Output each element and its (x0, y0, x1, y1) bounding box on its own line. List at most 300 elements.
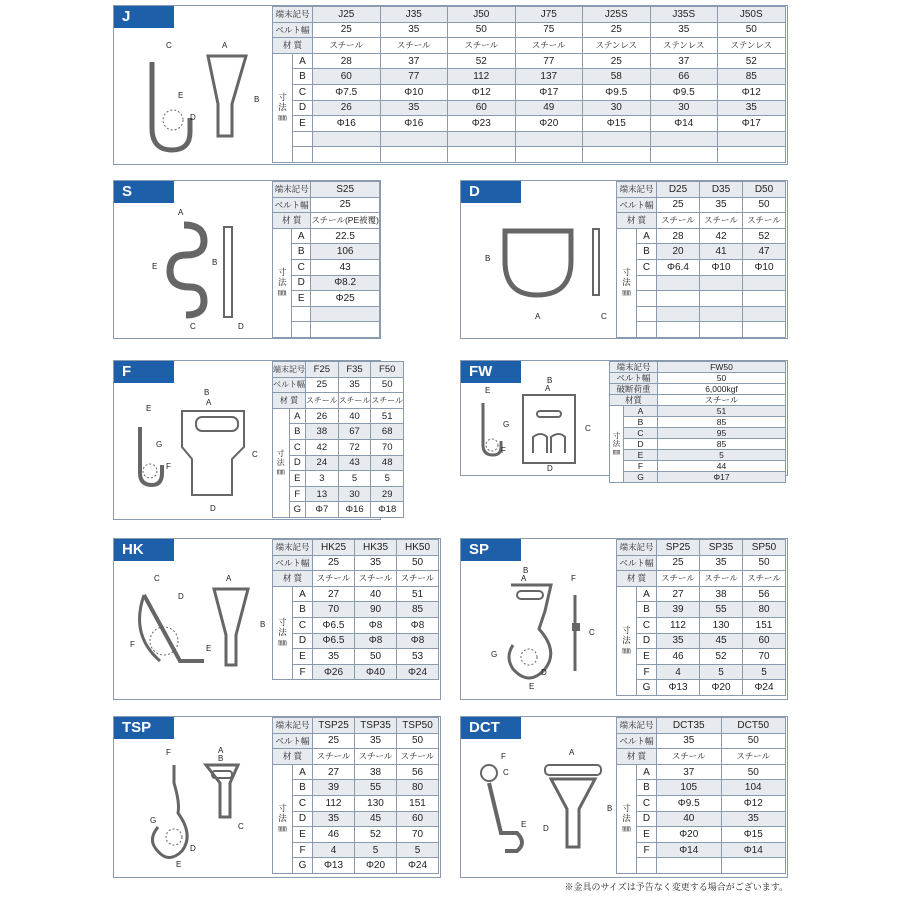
table-cell: 35 (313, 811, 355, 827)
table-row (617, 197, 786, 213)
material-label: 材 質 (617, 571, 657, 587)
table-cell: Φ24 (397, 858, 439, 874)
table-cell: 50 (658, 373, 786, 384)
table-cell: SP25 (657, 540, 700, 556)
table-cell: ステンレス (583, 38, 651, 54)
table-cell: 50 (448, 22, 516, 38)
empty-cell (743, 306, 786, 322)
svg-text:D: D (210, 504, 216, 513)
table-cell: スチール (743, 213, 786, 229)
table-cell: 43 (311, 259, 380, 275)
material-label: 材質 (610, 395, 658, 406)
dimension-label: 寸 法 ㎜ (273, 408, 290, 517)
table-row (610, 461, 786, 472)
table-cell: 26 (313, 100, 381, 116)
table-cell: Φ14 (721, 842, 786, 858)
table-cell: 37 (380, 53, 448, 69)
table-cell: Φ7.5 (313, 84, 381, 100)
svg-text:E: E (152, 262, 158, 271)
code-label: 端末記号 (273, 362, 306, 378)
svg-text:A: A (521, 574, 527, 583)
table-cell: Φ24 (397, 664, 439, 680)
dimension-key: C (289, 439, 305, 455)
table-cell: 5 (700, 664, 743, 680)
dimension-key: A (637, 764, 657, 780)
table-cell: 35 (700, 555, 743, 571)
table-row (617, 680, 786, 696)
svg-text:F: F (501, 446, 506, 455)
empty-cell (637, 322, 657, 338)
hk-hook-diagram (120, 565, 280, 695)
empty-cell (657, 275, 700, 291)
table-cell: 6,000kgf (658, 384, 786, 395)
svg-text:D: D (178, 592, 184, 601)
dimension-key: B (293, 780, 313, 796)
empty-cell (583, 147, 651, 163)
panel-title: DCT (461, 717, 521, 739)
table-cell: 27 (313, 586, 355, 602)
table-row (617, 858, 786, 874)
table-row (273, 633, 439, 649)
table-cell: Φ12 (448, 84, 516, 100)
table-cell: 67 (338, 424, 371, 440)
empty-cell (743, 322, 786, 338)
panel-title: D (461, 181, 521, 203)
empty-cell (313, 147, 381, 163)
table-cell: F50 (371, 362, 404, 378)
dimension-key: B (293, 602, 313, 618)
material-label: 材 質 (617, 213, 657, 229)
table-cell: 42 (306, 439, 339, 455)
table-cell: 35 (657, 633, 700, 649)
table-cell: 60 (743, 633, 786, 649)
table-cell: 25 (657, 555, 700, 571)
svg-text:E: E (485, 386, 491, 395)
table-cell: 66 (650, 69, 718, 85)
table-cell: 5 (743, 664, 786, 680)
table-row (273, 182, 380, 198)
footnote: ※金具のサイズは予告なく変更する場合がございます。 (564, 882, 788, 892)
table-row (273, 811, 439, 827)
table-cell: 70 (743, 649, 786, 665)
empty-cell (700, 322, 743, 338)
dimension-key: B (624, 417, 658, 428)
dimension-key: E (293, 649, 313, 665)
table-cell: 85 (718, 69, 786, 85)
table-cell: 35 (721, 811, 786, 827)
table-cell: 112 (657, 617, 700, 633)
svg-text:E: E (521, 820, 527, 829)
table-cell: Φ8.2 (311, 275, 380, 291)
dimension-key: D (293, 100, 313, 116)
load_label-label: 破断荷重 (610, 384, 658, 395)
empty-cell (311, 322, 380, 338)
table-row (273, 38, 786, 54)
table-cell: スチール (743, 571, 786, 587)
empty-cell (380, 131, 448, 147)
svg-text:C: C (190, 322, 196, 331)
empty-cell (515, 147, 583, 163)
table-cell: スチール (313, 38, 381, 54)
dimension-key: F (293, 842, 313, 858)
table-cell: Φ9.5 (657, 795, 722, 811)
table-cell: Φ8 (355, 617, 397, 633)
dimension-key: B (637, 602, 657, 618)
empty-cell (515, 131, 583, 147)
table-cell: 70 (397, 827, 439, 843)
dct-spec-table (616, 717, 786, 874)
s-hook-diagram (134, 207, 264, 333)
panel-title: F (114, 361, 174, 383)
table-cell: 53 (397, 649, 439, 665)
table-cell: Φ6.4 (657, 259, 700, 275)
table-cell: 85 (397, 602, 439, 618)
table-cell: スチール (657, 213, 700, 229)
table-cell: 70 (371, 439, 404, 455)
code-label: 端末記号 (273, 718, 313, 734)
dimension-key: C (637, 259, 657, 275)
table-cell: J50 (448, 7, 516, 23)
empty-cell (448, 147, 516, 163)
table-cell: Φ12 (721, 795, 786, 811)
table-cell: 151 (397, 795, 439, 811)
table-row (273, 780, 439, 796)
table-cell: スチール (657, 571, 700, 587)
code-label: 端末記号 (273, 540, 313, 556)
table-cell: 35 (380, 100, 448, 116)
svg-text:E: E (206, 644, 212, 653)
table-cell: スチール (700, 571, 743, 587)
table-row (617, 213, 786, 229)
table-cell: TSP25 (313, 718, 355, 734)
material-label: 材 質 (273, 213, 311, 229)
dimension-key: A (293, 53, 313, 69)
table-row (273, 408, 404, 424)
table-cell: 44 (658, 461, 786, 472)
table-row (273, 362, 404, 378)
width-label: ベルト幅 (273, 555, 313, 571)
table-cell: Φ8 (397, 617, 439, 633)
table-cell: 38 (355, 764, 397, 780)
table-cell: スチール (371, 393, 404, 409)
empty-cell (657, 858, 722, 874)
table-cell: 72 (338, 439, 371, 455)
table-cell: 25 (311, 197, 380, 213)
table-cell: Φ6.5 (313, 633, 355, 649)
table-cell: J75 (515, 7, 583, 23)
table-cell: 25 (583, 22, 651, 38)
table-cell: 37 (657, 764, 722, 780)
panel-title: SP (461, 539, 521, 561)
empty-cell (657, 291, 700, 307)
table-cell: 104 (721, 780, 786, 796)
table-row (617, 718, 786, 734)
table-cell: 50 (721, 733, 786, 749)
table-cell: 24 (306, 455, 339, 471)
table-cell: Φ20 (355, 858, 397, 874)
dimension-key: C (293, 84, 313, 100)
svg-text:B: B (260, 620, 266, 629)
table-cell: D25 (657, 182, 700, 198)
table-row (273, 540, 439, 556)
table-cell: 35 (718, 100, 786, 116)
table-cell: 45 (355, 811, 397, 827)
table-cell: 52 (355, 827, 397, 843)
table-cell: 38 (700, 586, 743, 602)
table-row (617, 811, 786, 827)
code-label: 端末記号 (610, 362, 658, 373)
panel-fw (460, 360, 788, 482)
j-hook-diagram (128, 32, 268, 158)
table-row (617, 733, 786, 749)
dimension-label: 寸 法 ㎜ (273, 53, 293, 162)
table-cell: 5 (338, 471, 371, 487)
table-cell: 50 (718, 22, 786, 38)
table-cell: 60 (448, 100, 516, 116)
table-cell: 68 (371, 424, 404, 440)
table-row (617, 228, 786, 244)
tsp-spec-table (272, 717, 439, 874)
table-cell: Φ15 (721, 827, 786, 843)
table-row (273, 827, 439, 843)
svg-text:C: C (252, 450, 258, 459)
table-cell: Φ13 (657, 680, 700, 696)
dimension-key: C (292, 259, 311, 275)
empty-cell (448, 131, 516, 147)
table-cell: ステンレス (650, 38, 718, 54)
table-cell: 50 (397, 555, 439, 571)
table-cell: Φ13 (313, 858, 355, 874)
table-cell: Φ15 (583, 116, 651, 132)
sp-hook-diagram (471, 565, 621, 695)
svg-text:F: F (501, 752, 506, 761)
table-cell: 95 (658, 428, 786, 439)
table-cell: 43 (338, 455, 371, 471)
svg-text:B: B (218, 754, 224, 763)
table-row (273, 749, 439, 765)
table-cell: 50 (397, 733, 439, 749)
table-cell: S25 (311, 182, 380, 198)
dimension-key: A (293, 586, 313, 602)
table-cell: Φ14 (657, 842, 722, 858)
table-cell: 112 (448, 69, 516, 85)
f-hook-diagram (120, 387, 270, 517)
table-row (273, 131, 786, 147)
table-row (273, 22, 786, 38)
table-cell: Φ20 (700, 680, 743, 696)
table-cell: 28 (657, 228, 700, 244)
panel-title: J (114, 6, 174, 28)
panel-title: HK (114, 539, 174, 561)
table-cell: 85 (658, 417, 786, 428)
table-row (273, 455, 404, 471)
empty-cell (721, 858, 786, 874)
table-cell: DCT35 (657, 718, 722, 734)
svg-text:A: A (206, 398, 212, 407)
table-cell: SP50 (743, 540, 786, 556)
table-cell: 42 (700, 228, 743, 244)
table-cell: 35 (338, 377, 371, 393)
table-row (273, 586, 439, 602)
table-cell: 27 (657, 586, 700, 602)
table-cell: 90 (355, 602, 397, 618)
svg-text:D: D (541, 668, 547, 677)
table-cell: TSP35 (355, 718, 397, 734)
table-cell: 80 (397, 780, 439, 796)
table-cell: 50 (743, 197, 786, 213)
table-cell: 48 (371, 455, 404, 471)
dimension-key: D (624, 439, 658, 450)
table-cell: 52 (743, 228, 786, 244)
table-cell: スチール (700, 213, 743, 229)
table-cell: 51 (658, 406, 786, 417)
table-cell: Φ23 (448, 116, 516, 132)
table-row (617, 764, 786, 780)
dimension-key: E (624, 450, 658, 461)
table-cell: SP35 (700, 540, 743, 556)
table-row (273, 84, 786, 100)
empty-cell (657, 306, 700, 322)
table-cell: Φ17 (658, 472, 786, 483)
svg-text:F: F (130, 640, 135, 649)
empty-cell (700, 275, 743, 291)
table-cell: Φ20 (657, 827, 722, 843)
table-cell: 5 (658, 450, 786, 461)
table-cell: J50S (718, 7, 786, 23)
table-cell: 30 (338, 486, 371, 502)
table-cell: 56 (743, 586, 786, 602)
dimension-key: C (624, 428, 658, 439)
table-cell: 5 (371, 471, 404, 487)
table-cell: スチール (448, 38, 516, 54)
table-row (273, 649, 439, 665)
panel-d (460, 180, 788, 339)
dimension-key: B (637, 780, 657, 796)
table-cell: 35 (313, 649, 355, 665)
dimension-key: C (293, 617, 313, 633)
table-row (273, 69, 786, 85)
svg-text:D: D (547, 464, 553, 473)
dimension-key: E (293, 116, 313, 132)
width-label: ベルト幅 (617, 197, 657, 213)
material-label: 材 質 (617, 749, 657, 765)
table-cell: 30 (650, 100, 718, 116)
svg-text:C: C (589, 628, 595, 637)
table-cell: 47 (743, 244, 786, 260)
table-row (273, 53, 786, 69)
table-cell: 105 (657, 780, 722, 796)
width-label: ベルト幅 (610, 373, 658, 384)
table-cell: スチール (338, 393, 371, 409)
table-cell: Φ9.5 (583, 84, 651, 100)
table-row (617, 827, 786, 843)
panel-title: S (114, 181, 174, 203)
svg-text:C: C (503, 768, 509, 777)
table-cell: スチール (355, 749, 397, 765)
table-row (273, 664, 439, 680)
empty-cell (293, 147, 313, 163)
panel-f (113, 360, 404, 520)
table-row (273, 471, 404, 487)
table-cell: 130 (700, 617, 743, 633)
svg-text:E: E (529, 682, 535, 691)
panel-s (113, 180, 381, 339)
table-row (617, 182, 786, 198)
dimension-label: 寸 法 ㎜ (617, 764, 637, 873)
dimension-key: E (293, 827, 313, 843)
d-spec-table (616, 181, 786, 338)
table-row (610, 384, 786, 395)
svg-text:A: A (218, 746, 224, 755)
table-cell: スチール (380, 38, 448, 54)
table-cell: 60 (397, 811, 439, 827)
table-cell: Φ10 (700, 259, 743, 275)
table-cell: 112 (313, 795, 355, 811)
dimension-label: 寸 法 ㎜ (273, 228, 292, 337)
table-cell: 25 (306, 377, 339, 393)
table-cell: 77 (380, 69, 448, 85)
table-cell: 46 (657, 649, 700, 665)
dimension-label: 寸 法 ㎜ (273, 586, 293, 680)
table-row (617, 795, 786, 811)
table-cell: 35 (380, 22, 448, 38)
table-cell: J35 (380, 7, 448, 23)
table-cell: F25 (306, 362, 339, 378)
table-cell: 29 (371, 486, 404, 502)
table-cell: 28 (313, 53, 381, 69)
dimension-key: D (289, 455, 305, 471)
table-row (617, 244, 786, 260)
empty-cell (583, 131, 651, 147)
table-row (273, 100, 786, 116)
table-row (273, 116, 786, 132)
svg-text:C: C (238, 822, 244, 831)
panel-j (113, 5, 788, 165)
table-row (617, 617, 786, 633)
table-cell: HK35 (355, 540, 397, 556)
dimension-key: D (637, 811, 657, 827)
dimension-key: A (293, 764, 313, 780)
dimension-key: D (293, 633, 313, 649)
table-row (610, 472, 786, 483)
table-row (273, 764, 439, 780)
table-cell: HK50 (397, 540, 439, 556)
svg-text:A: A (569, 748, 575, 757)
panel-sp (460, 538, 788, 700)
table-cell: 20 (657, 244, 700, 260)
table-row (273, 439, 404, 455)
table-cell: J25S (583, 7, 651, 23)
empty-cell (311, 306, 380, 322)
table-cell: D50 (743, 182, 786, 198)
material-label: 材 質 (273, 749, 313, 765)
table-cell: TSP50 (397, 718, 439, 734)
material-label: 材 質 (273, 393, 306, 409)
table-cell: 51 (371, 408, 404, 424)
table-row (617, 633, 786, 649)
f-spec-table (272, 361, 404, 518)
table-cell: スチール (313, 749, 355, 765)
dimension-key: D (293, 811, 313, 827)
svg-text:D: D (238, 322, 244, 331)
svg-text:F: F (166, 748, 171, 757)
empty-cell (380, 147, 448, 163)
table-row (610, 450, 786, 461)
table-cell: DCT50 (721, 718, 786, 734)
table-cell: 106 (311, 244, 380, 260)
table-cell: 58 (583, 69, 651, 85)
table-cell: Φ6.5 (313, 617, 355, 633)
